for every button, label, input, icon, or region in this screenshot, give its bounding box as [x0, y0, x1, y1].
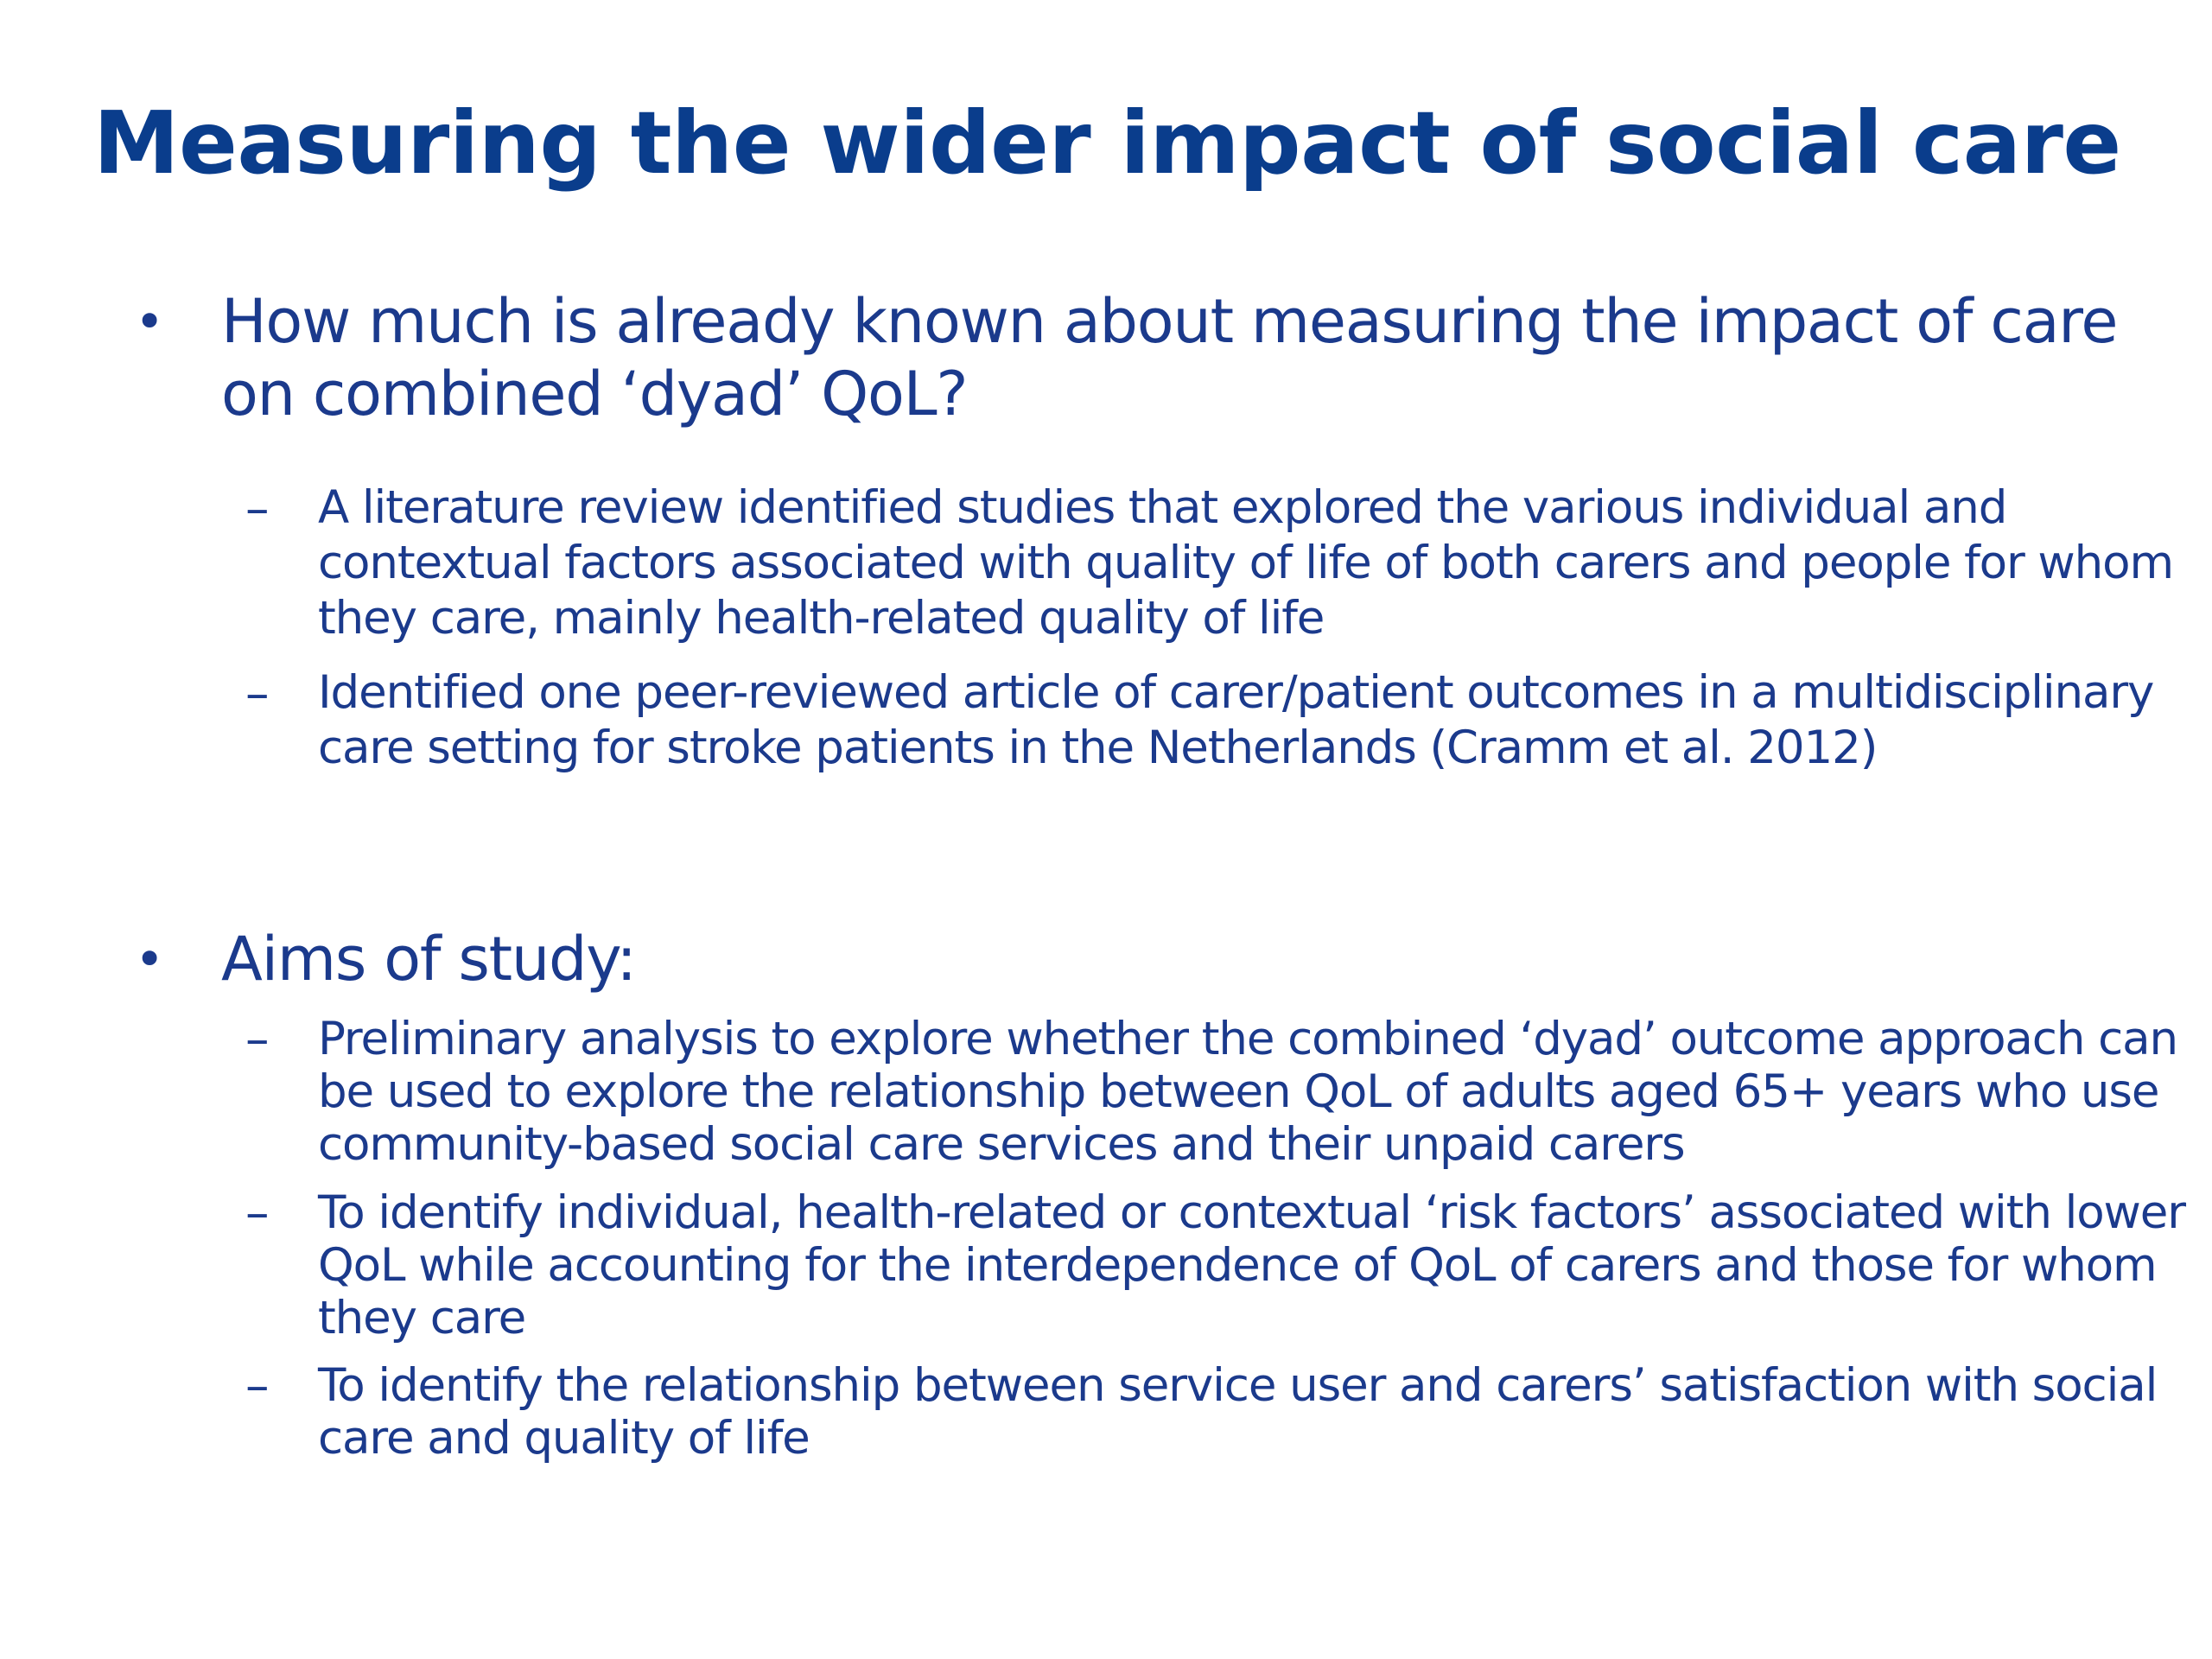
sub-item-text: Identified one peer-reviewed article of carer/patient outcomes in a multidisciplinary care setting for stroke patients in the Netherlands (Cramm et al. 2012) [318, 666, 2154, 774]
sub-item-text: A literature review identified studies that explored the various individual and contextual factors associated with quality of life of both carers and people for whom they care, mainly health-related quality of life [318, 481, 2174, 645]
dash-marker: – [245, 1185, 270, 1240]
dash-marker: – [245, 665, 270, 721]
bullet-heading: How much is already known about measuring the impact of care on combined ‘dyad’ QoL? [221, 286, 2118, 429]
sub-item-text: Preliminary analysis to explore whether the combined ‘dyad’ outcome approach can be used to explore the relationship between QoL of adults aged 65+ years who use community-based social care services and their unpaid carers [318, 1013, 2177, 1171]
bullet-marker: • [135, 930, 165, 988]
dash-marker: – [245, 1357, 270, 1413]
slide-title: Measuring the wider impact of social care [93, 92, 2121, 194]
bullet-heading: Aims of study: [221, 924, 636, 995]
dash-marker: – [245, 480, 270, 536]
sub-item-text: To identify individual, health-related or contextual ‘risk factors’ associated with lower QoL while accounting for the interdependence of QoL of carers and those for whom they care [318, 1186, 2185, 1344]
bullet-marker: • [135, 292, 165, 351]
sub-item-text: To identify the relationship between service user and carers’ satisfaction with social care and quality of life [318, 1359, 2158, 1465]
dash-marker: – [245, 1011, 270, 1066]
